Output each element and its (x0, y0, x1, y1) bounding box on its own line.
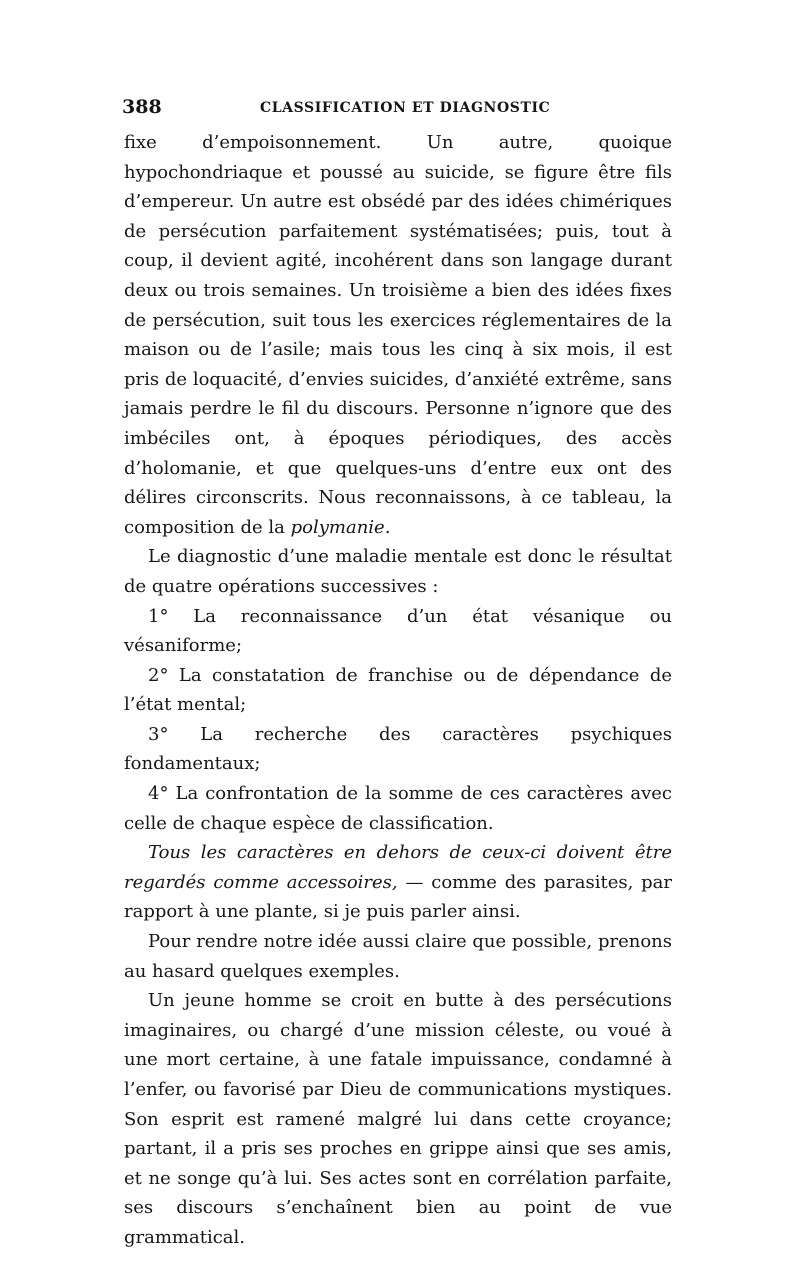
page-header (122, 96, 674, 124)
paragraph-examples: Pour rendre notre idée aussi claire que possible, prenons au hasard quelques exemples. (124, 931, 672, 982)
paragraph-1 (124, 128, 672, 542)
list-item-3: 3° La recherche des caractères psychiques fondamentaux; (124, 723, 672, 775)
list-item-2: 2° La constatation de franchise ou de dépendance de l’état mental; (124, 664, 672, 716)
accessoires-tail: — comme des parasites, par rapport à une plante, si je puis parler ainsi. (124, 871, 673, 923)
running-title: CLASSIFICATION ET DIAGNOSTIC (260, 100, 551, 116)
list-item-4: 4° La confrontation de la somme de ces caractères avec celle de chaque espèce de classification. (124, 783, 672, 834)
polymanie-term: polymanie. (290, 516, 391, 538)
paragraph-2: Le diagnostic d’une maladie mentale est donc le résultat de quatre opérations successives : (124, 546, 672, 597)
paragraph-1-text: fixe d’empoisonnement. Un autre, quoique hypochondriaque et poussé au suicide, se figure être fils d’empereur. Un autre est obsédé par des idées chimériques de persécution parfaitement systématisées; puis, tout à coup, il devient agité, incohérent dans son langage durant deux ou trois semaines. Un troisième a bien des idées fixes de persécution, suit tous les exercices réglementaires de la maison ou de l’asile; mais tous les cinq à six mois, il est pris de loquacité, d’envies suicides, d’anxiété extrême, sans jamais perdre le fil du discours. Personne n’ignore que des imbéciles ont, à époques périodiques, des accès d’holomanie, et que quelques-uns d’entre eux ont des délires circonscrits. Nous reconnaissons, à ce tableau, la composition de la (124, 132, 672, 538)
paragraph-accessoires (124, 838, 672, 927)
paragraph-jeune-homme: Un jeune homme se croit en butte à des persécutions imaginaires, ou chargé d’une mission céleste, ou voué à une mort certaine, à une fatale impuissance, condamné à l’enfer, ou favorisé par Dieu de communications mystiques. Son esprit est ramené malgré lui dans cette croyance; partant, il a pris ses proches en grippe ainsi que ses amis, et ne songe qu’à lui. Ses actes sont en corrélation parfaite, ses discours s’enchaînent bien au point de vue grammatical. (124, 990, 672, 1248)
page-number: 388 (122, 96, 162, 118)
body-text (124, 128, 672, 1253)
list-item-1: 1° La reconnaissance d’un état vésanique ou vésaniforme; (124, 605, 672, 657)
accessoires-italic: Tous les caractères en dehors de ceux-ci doivent être regardés comme accessoires, (124, 842, 672, 893)
